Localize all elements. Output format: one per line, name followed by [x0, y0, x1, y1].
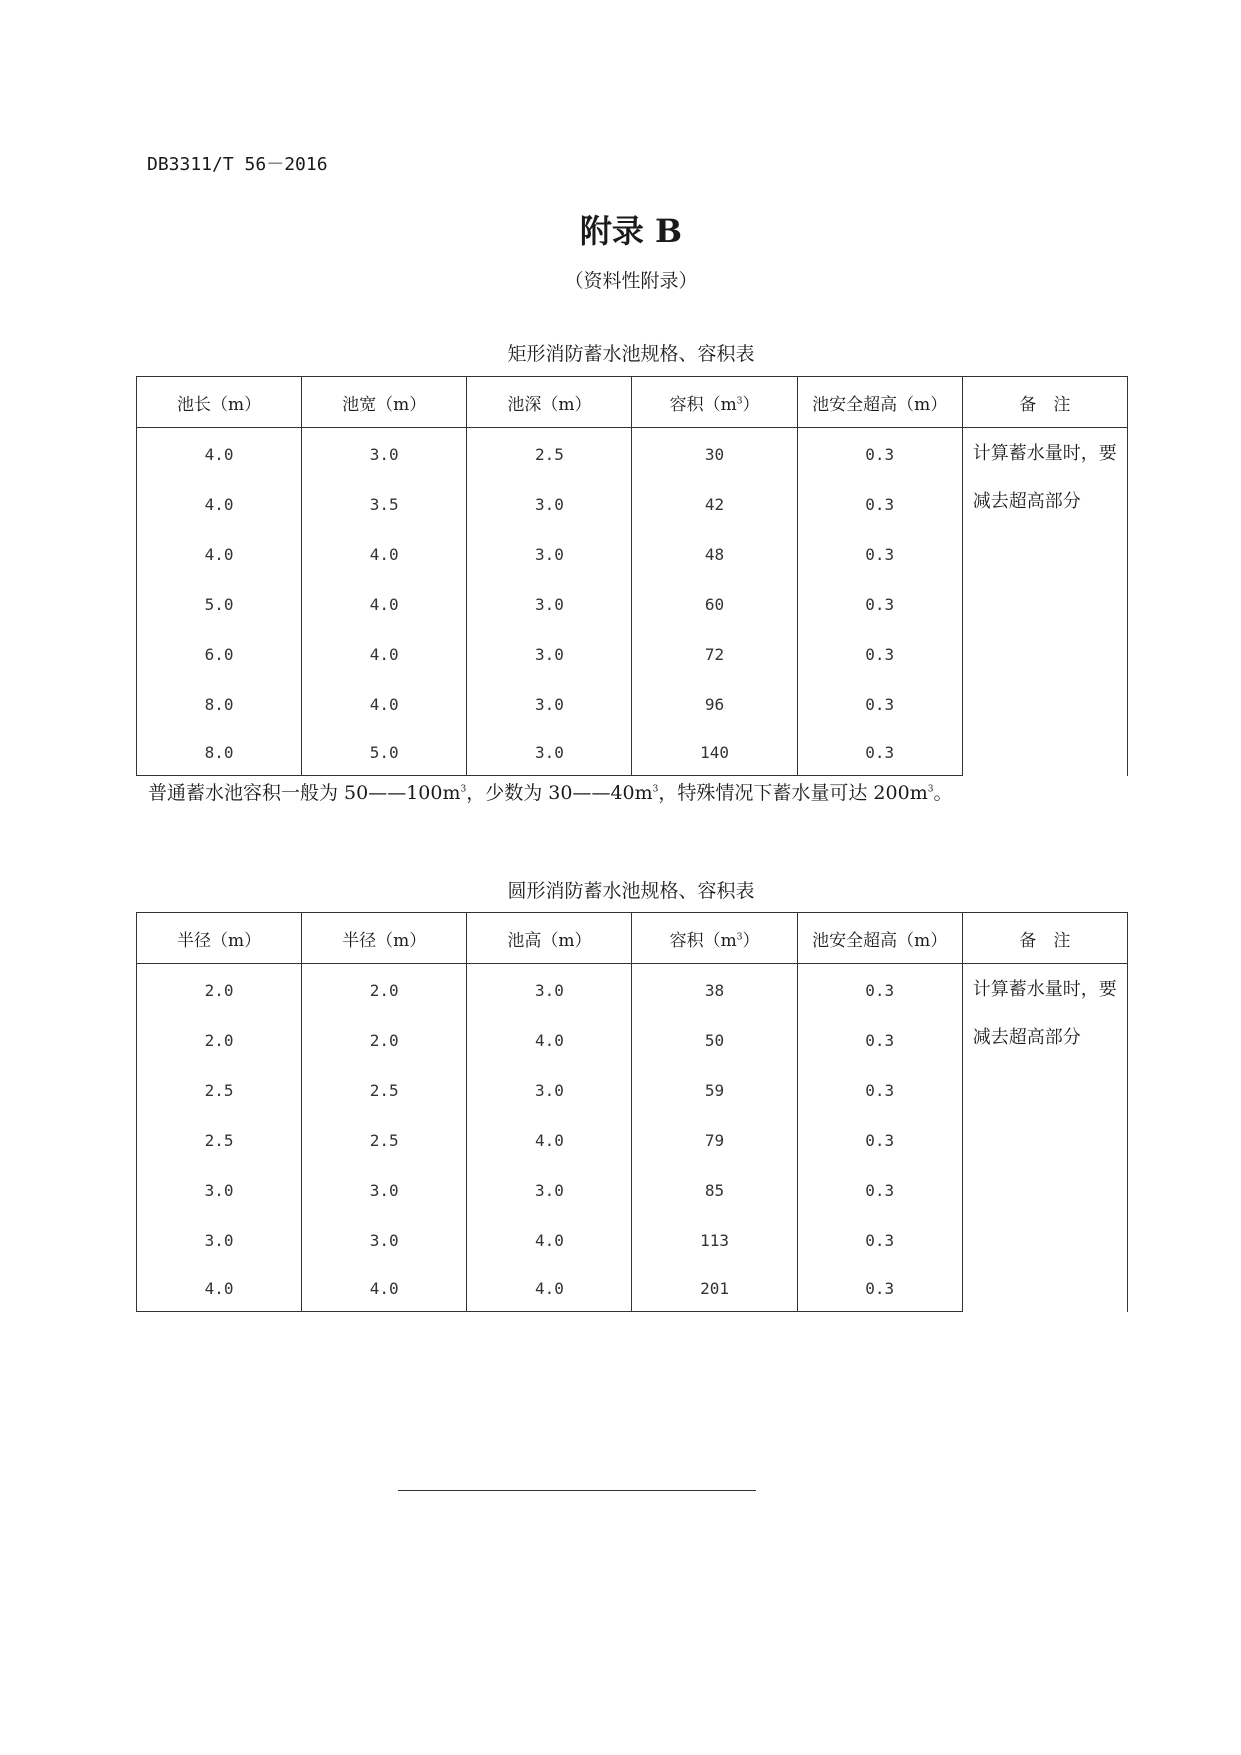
appendix-title: 附录 B: [579, 212, 683, 250]
header-freeboard: 池安全超高（m）: [797, 913, 962, 964]
appendix-subtitle: （资料性附录）: [564, 270, 698, 292]
header-length: 池长（m）: [137, 377, 302, 428]
table-cell: 2.0: [137, 964, 302, 1016]
remark-line: 计算蓄水量时，要: [972, 443, 1117, 464]
table-cell: 3.0: [302, 1165, 467, 1215]
table-cell: 3.5: [302, 479, 467, 529]
table-cell: 2.5: [302, 1065, 467, 1115]
table-cell: 4.0: [137, 428, 302, 480]
remark-line: 减去超高部分: [972, 491, 1081, 512]
table-cell: 201: [632, 1265, 797, 1312]
table-cell: 60: [632, 579, 797, 629]
table-cell: 30: [632, 428, 797, 480]
remark-line: 减去超高部分: [972, 1027, 1081, 1048]
header-width: 池宽（m）: [302, 377, 467, 428]
table-cell: 4.0: [137, 1265, 302, 1312]
table-cell: 0.3: [797, 1165, 962, 1215]
table-cell: 0.3: [797, 964, 962, 1016]
table-cell: 4.0: [302, 529, 467, 579]
table-cell: 4.0: [467, 1215, 632, 1265]
circle-table-caption: 圆形消防蓄水池规格、容积表: [507, 880, 755, 902]
header-volume: 容积$(m^3)$: [632, 377, 797, 428]
header-freeboard: 池安全超高（m）: [797, 377, 962, 428]
table-cell: 5.0: [302, 729, 467, 776]
table-cell: 0.3: [797, 1065, 962, 1115]
table-cell: 3.0: [467, 479, 632, 529]
table-cell: 6.0: [137, 629, 302, 679]
table-cell: 0.3: [797, 1115, 962, 1165]
header-depth: 池深（m）: [467, 377, 632, 428]
table-cell: 3.0: [467, 579, 632, 629]
table-cell: 0.3: [797, 1265, 962, 1312]
table-header-row: [137, 913, 1128, 964]
table-row: [137, 428, 1128, 480]
table-cell: 140: [632, 729, 797, 776]
table-cell: 4.0: [467, 1015, 632, 1065]
table-cell: 3.0: [302, 428, 467, 480]
capacity-remark: 普通蓄水池容积一般为 $50——100m^3$，少数为 $30——40m^3$，特殊情况下蓄水量可达 $200m^3$。: [148, 782, 953, 804]
table-cell: 2.5: [467, 428, 632, 480]
table-cell: 4.0: [302, 679, 467, 729]
rect-table: [136, 376, 1128, 776]
table-cell: 3.0: [137, 1165, 302, 1215]
table-cell: 2.5: [137, 1115, 302, 1165]
table-cell: 4.0: [137, 479, 302, 529]
table-cell: 3.0: [302, 1215, 467, 1265]
table-cell: 50: [632, 1015, 797, 1065]
table-cell: 0.3: [797, 479, 962, 529]
table-cell: 96: [632, 679, 797, 729]
table-cell: 85: [632, 1165, 797, 1215]
header-height: 池高（m）: [467, 913, 632, 964]
table-cell: 0.3: [797, 679, 962, 729]
table-cell: 5.0: [137, 579, 302, 629]
table-cell: 0.3: [797, 729, 962, 776]
table-cell: 8.0: [137, 729, 302, 776]
table-cell: 2.0: [302, 1015, 467, 1065]
table-cell: 48: [632, 529, 797, 579]
table-cell: 2.5: [302, 1115, 467, 1165]
table-cell: 2.0: [137, 1015, 302, 1065]
table-cell: 3.0: [467, 964, 632, 1016]
table-cell: 4.0: [137, 529, 302, 579]
table-cell: 38: [632, 964, 797, 1016]
remark-cell: [962, 964, 1127, 1312]
table-cell: 0.3: [797, 529, 962, 579]
table-cell: 79: [632, 1115, 797, 1165]
table-cell: 4.0: [302, 579, 467, 629]
remark-line: 计算蓄水量时，要: [972, 979, 1117, 1000]
header-radius-2: 半径（m）: [302, 913, 467, 964]
table-cell: 0.3: [797, 579, 962, 629]
table-cell: 3.0: [467, 1065, 632, 1115]
table-cell: 3.0: [137, 1215, 302, 1265]
table-row: [137, 964, 1128, 1016]
standard-code: DB3311/T 56－2016: [147, 154, 328, 175]
table-cell: 3.0: [467, 629, 632, 679]
table-cell: 4.0: [467, 1265, 632, 1312]
remark-cell: [962, 428, 1127, 776]
footer-rule: [398, 1490, 756, 1491]
table-cell: 0.3: [797, 629, 962, 679]
table-cell: 0.3: [797, 428, 962, 480]
header-remark: 备 注: [962, 377, 1127, 428]
table-cell: 3.0: [467, 1165, 632, 1215]
table-header-row: [137, 377, 1128, 428]
table-cell: 0.3: [797, 1015, 962, 1065]
circle-table: [136, 912, 1128, 1312]
table-cell: 3.0: [467, 729, 632, 776]
table-cell: 72: [632, 629, 797, 679]
table-cell: 0.3: [797, 1215, 962, 1265]
table-cell: 4.0: [302, 1265, 467, 1312]
table-cell: 2.5: [137, 1065, 302, 1115]
table-cell: 59: [632, 1065, 797, 1115]
table-cell: 8.0: [137, 679, 302, 729]
header-remark: 备 注: [962, 913, 1127, 964]
header-radius: 半径（m）: [137, 913, 302, 964]
table-cell: 2.0: [302, 964, 467, 1016]
table-cell: 113: [632, 1215, 797, 1265]
table-cell: 3.0: [467, 679, 632, 729]
table-cell: 4.0: [467, 1115, 632, 1165]
table-cell: 4.0: [302, 629, 467, 679]
rect-table-caption: 矩形消防蓄水池规格、容积表: [507, 343, 755, 365]
table-cell: 42: [632, 479, 797, 529]
table-cell: 3.0: [467, 529, 632, 579]
header-volume: 容积$(m^3)$: [632, 913, 797, 964]
